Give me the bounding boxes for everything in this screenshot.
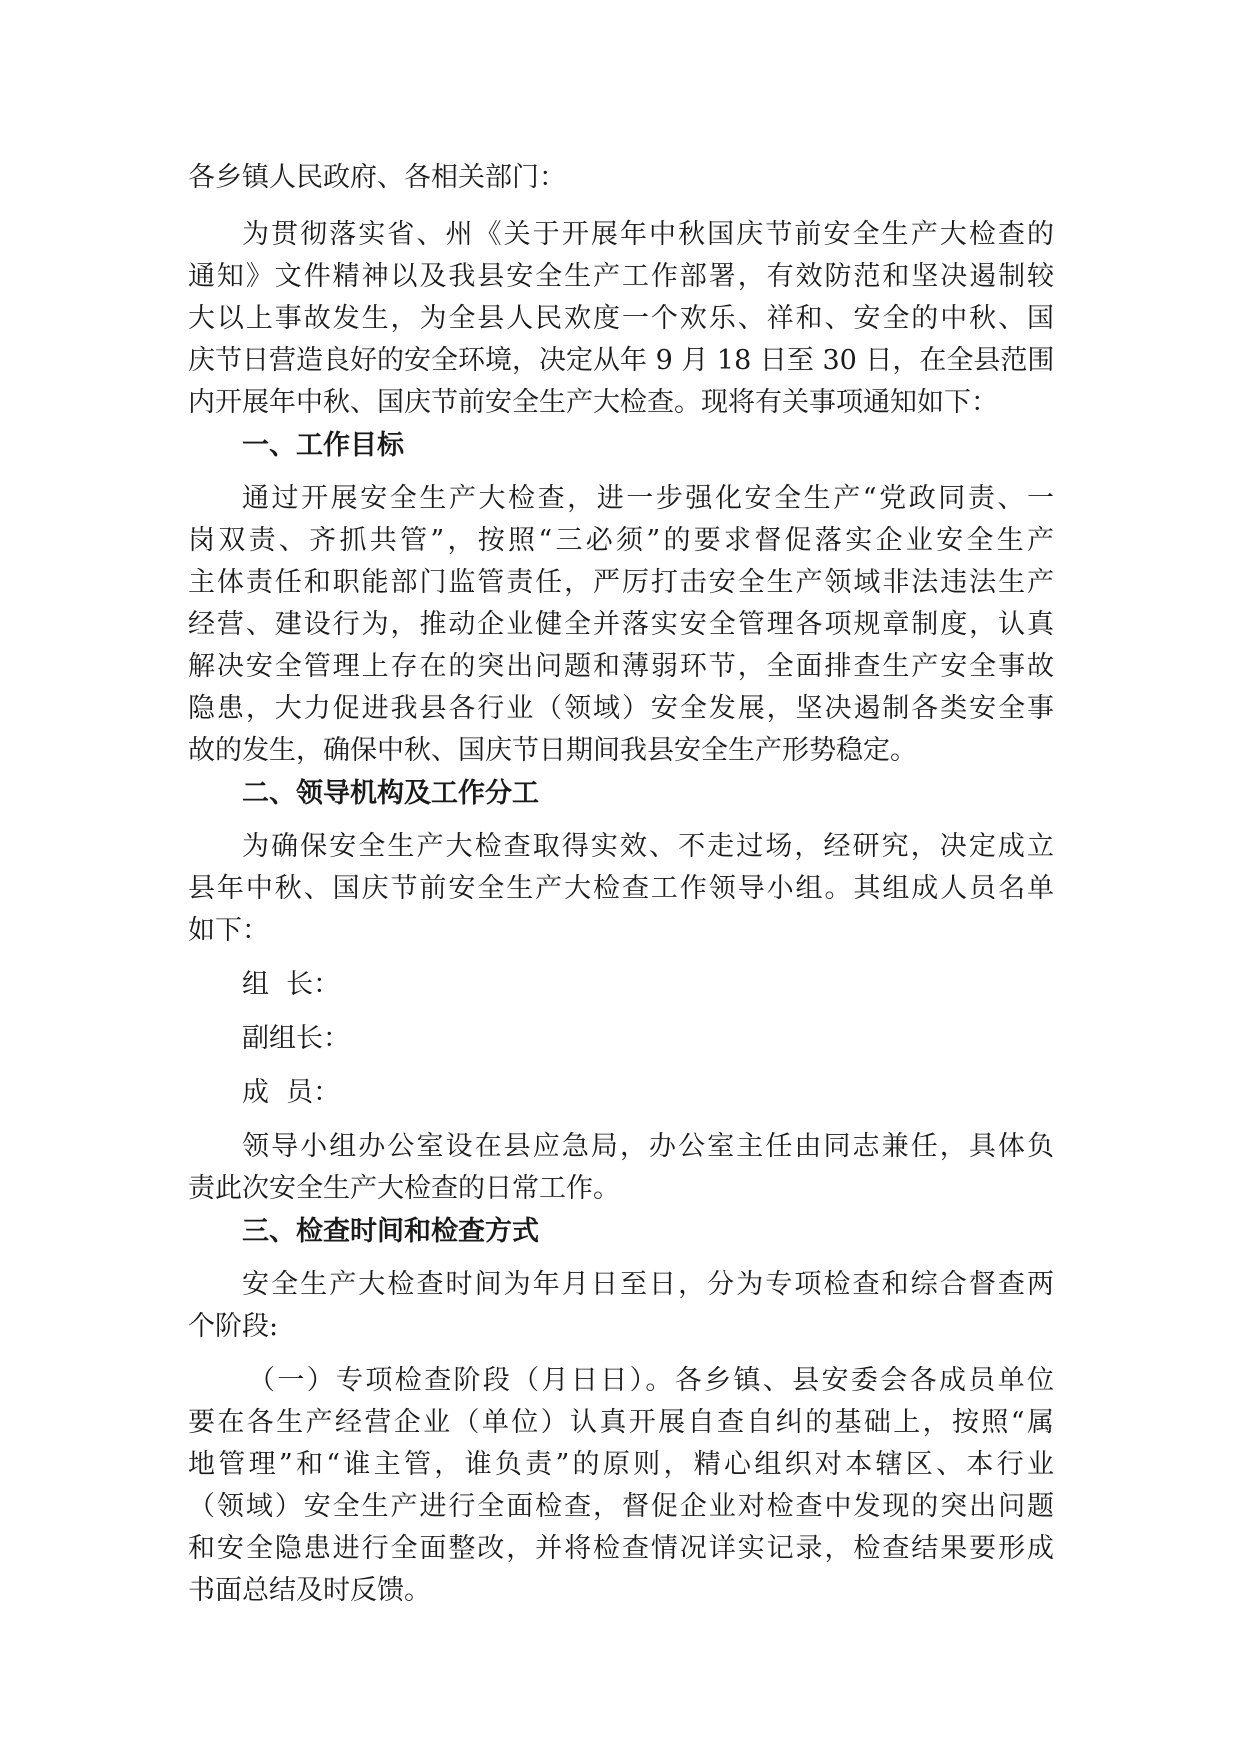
- paragraph-line: 岗双责、齐抓共管”，按照“三必须”的要求督促落实企业安全生产: [188, 525, 1054, 556]
- paragraph-line: 安全生产大检查时间为年月日至日，分为专项检查和综合督查两: [242, 1269, 1054, 1300]
- paragraph-line: 县年中秋、国庆节前安全生产大检查工作领导小组。其组成人员名单: [188, 873, 1054, 904]
- paragraph-line: 为确保安全生产大检查取得实效、不走过场，经研究，决定成立: [242, 831, 1054, 862]
- section-heading: 三、检查时间和检查方式: [242, 1216, 539, 1247]
- paragraph-line: 要在各生产经营企业（单位）认真开展自查自纠的基础上，按照“属: [188, 1407, 1054, 1438]
- paragraph-line: 书面总结及时反馈。: [188, 1575, 431, 1606]
- paragraph-line: 通知》文件精神以及我县安全生产工作部署，有效防范和坚决遏制较: [188, 261, 1054, 292]
- paragraph-line: 通过开展安全生产大检查，进一步强化安全生产“党政同责、一: [242, 483, 1054, 514]
- salutation: 各乡镇人民政府、各相关部门：: [188, 162, 566, 193]
- paragraph-line: 和安全隐患进行全面整改，并将检查情况详实记录，检查结果要形成: [188, 1533, 1054, 1564]
- paragraph-line: 隐患，大力促进我县各行业（领域）安全发展，坚决遏制各类安全事: [188, 693, 1054, 724]
- paragraph-line: 责此次安全生产大检查的日常工作。: [188, 1173, 620, 1204]
- deputy-leader-line: 副组长：: [242, 1023, 350, 1054]
- paragraph-line: （领域）安全生产进行全面检查，督促企业对检查中发现的突出问题: [188, 1491, 1054, 1522]
- paragraph-line: 为贯彻落实省、州《关于开展年中秋国庆节前安全生产大检查的: [242, 219, 1054, 250]
- leader-line: 组 长：: [242, 969, 341, 1000]
- paragraph-line: （一）专项检查阶段（月日日）。各乡镇、县安委会各成员单位: [248, 1365, 1054, 1396]
- paragraph-line: 经营、建设行为，推动企业健全并落实安全管理各项规章制度，认真: [188, 609, 1054, 640]
- paragraph-line: 解决安全管理上存在的突出问题和薄弱环节，全面排查生产安全事故: [188, 651, 1054, 682]
- section-heading: 一、工作目标: [242, 430, 404, 461]
- members-line: 成 员：: [242, 1077, 341, 1108]
- paragraph-line: 地管理”和“谁主管，谁负责”的原则，精心组织对本辖区、本行业: [188, 1449, 1054, 1480]
- paragraph-line: 大以上事故发生，为全县人民欢度一个欢乐、祥和、安全的中秋、国: [188, 303, 1054, 334]
- paragraph-line: 内开展年中秋、国庆节前安全生产大检查。现将有关事项通知如下：: [188, 387, 998, 418]
- paragraph-line: 故的发生，确保中秋、国庆节日期间我县安全生产形势稳定。: [188, 735, 917, 766]
- paragraph-line: 如下：: [188, 915, 269, 946]
- paragraph-line: 庆节日营造良好的安全环境，决定从年 9 月 18 日至 30 日，在全县范围: [188, 345, 1055, 376]
- paragraph-line: 领导小组办公室设在县应急局，办公室主任由同志兼任，具体负: [242, 1131, 1054, 1162]
- paragraph-line: 个阶段:: [188, 1311, 279, 1342]
- section-heading: 二、领导机构及工作分工: [242, 778, 539, 809]
- paragraph-line: 主体责任和职能部门监管责任，严厉打击安全生产领域非法违法生产: [188, 567, 1054, 598]
